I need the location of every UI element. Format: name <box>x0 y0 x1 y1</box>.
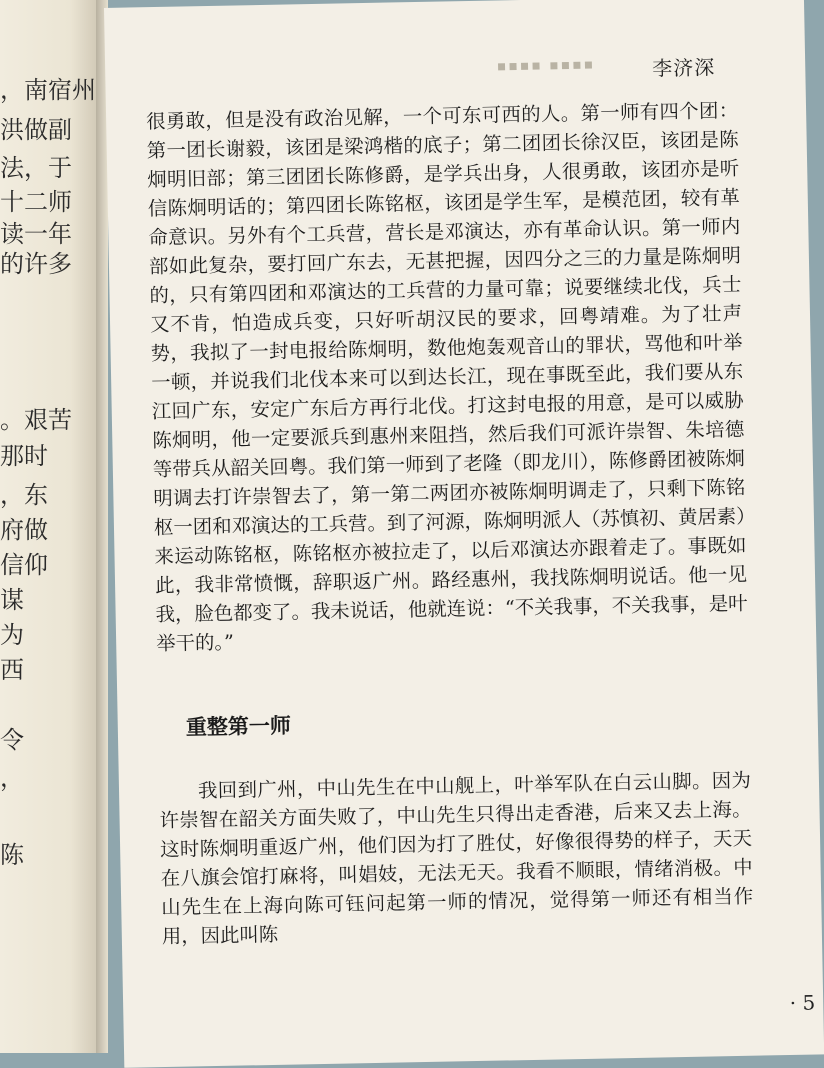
left-page-line: 西 <box>0 656 24 684</box>
left-page-line: 东， <box>0 481 48 509</box>
running-head: 李济深 <box>652 55 716 81</box>
left-page-line: 信仰 <box>0 551 48 579</box>
left-page-line: 陈 <box>0 841 24 869</box>
left-page-line: 十二师 <box>0 188 72 216</box>
body-paragraph: 我回到广州，中山先生在中山舰上，叶举军队在白云山脚。因为许崇智在韶关方面失败了，中山先生只得出走香港，后来又去上海。这时陈炯明重返广州，他们因为打了胜仗，好像很得势的样子，天天在八旗会馆打麻将，叫娼妓，无法无天。我看不顺眼，情绪消极。中山先生在上海向陈可钰问起第一师的情况，觉得第一师还有相当作用，因此叫陈 <box>159 768 754 949</box>
left-page-line: 那时 <box>0 442 48 470</box>
right-page <box>104 0 824 1068</box>
left-page-line: 令 <box>0 726 24 754</box>
left-page-line: 法，于 <box>0 154 72 182</box>
left-page-line: 谋 <box>0 586 24 614</box>
left-page-line: 为 <box>0 621 24 649</box>
left-page-line: 读一年 <box>0 220 72 248</box>
left-page-line: ， <box>0 764 24 792</box>
page-number: · 5 <box>789 990 816 1016</box>
left-page-line: 洪做副 <box>0 116 72 144</box>
left-page-line: 的许多 <box>0 250 72 278</box>
left-page-line: 艰苦。 <box>0 406 72 434</box>
left-page-line: 府做 <box>0 516 48 544</box>
left-page-line: 南宿州， <box>0 76 96 104</box>
left-page <box>0 0 100 1053</box>
body-paragraph: 很勇敢，但是没有政治见解，一个可东可西的人。第一师有四个团：第一团长谢毅，该团是梁鸿楷的底子；第二团团长徐汉臣，该团是陈炯明旧部；第三团团长陈修爵，是学兵出身，人很勇敢，该团亦是听信陈炯明话的；第四团长陈铭枢，该团是学生军，是模范团，较有革命意识。另外有个工兵营，营长是邓演达，亦有革命认识。第一师内部如此复杂，要打回广东去，无甚把握，因四分之三的力量是陈炯明的，只有第四团和邓演达的工兵营的力量可靠；说要继续北伐，兵士又不肯，怕造成兵变，只好听胡汉民的要求，回粤靖难。为了壮声势，我拟了一封电报给陈炯明，数他炮轰观音山的罪状，骂他和叶举一顿，并说我们北伐本来可以到达长江，现在事既至此，我们要从东江回广东，安定广东后方再行北伐。打这封电报的用意，是可以威胁陈炯明，他一定要派兵到惠州来阻挡，然后我们可派许崇智、朱培德等带兵从韶关回粤。我们第一师到了老隆（即龙川），陈修爵团被陈炯明调去打许崇智去了，第一第二两团亦被陈炯明调走了，只剩下陈铭枢一团和邓演达的工兵营。到了河源，陈炯明派人（苏慎初、黄居素）来运动陈铭枢，陈铭枢亦被拉走了，以后邓演达亦跟着走了。事既如此，我非常愤慨，辞职返广州。路经惠州，我找陈炯明说话。他一见我，脸色都变了。我未说话，他就连说：“不关我事，不关我事，是叶举干的。” <box>145 98 748 656</box>
section-heading: 重整第一师 <box>185 713 292 740</box>
running-head-decoration: ▪▪▪▪ ▪▪▪▪ <box>496 56 596 75</box>
